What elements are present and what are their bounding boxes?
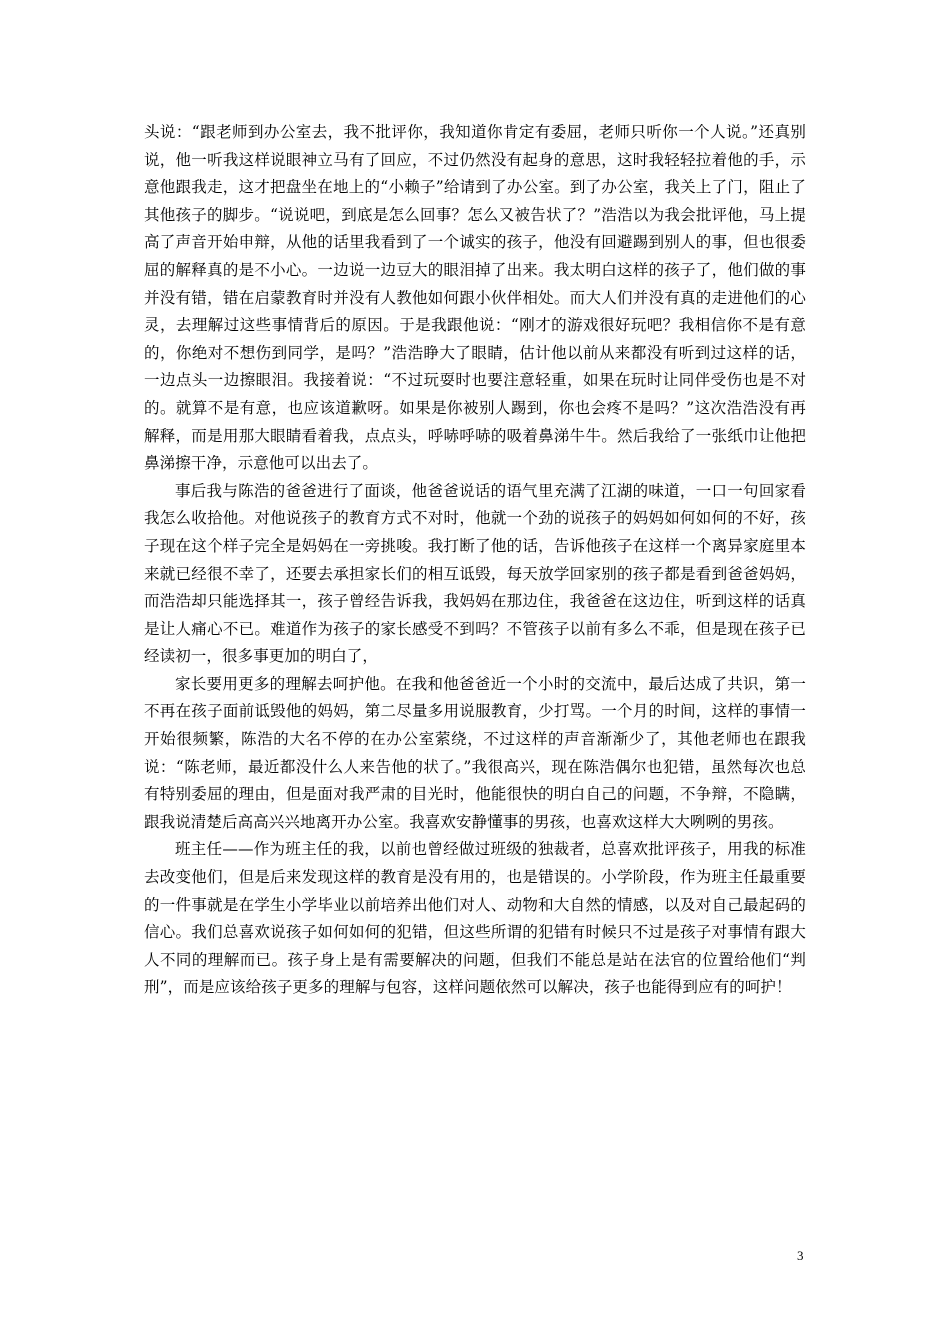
body-text	[144, 119, 806, 1002]
paragraph-continuation: 头说：“跟老师到办公室去，我不批评你，我知道你肯定有委屈，老师只听你一个人说。”还真别说，他一听我这样说眼神立马有了回应，不过仍然没有起身的意思，这时我轻轻拉着他的手，示意他跟我走，这才把盘坐在地上的“小赖子”给请到了办公室。到了办公室，我关上了门，阻止了其他孩子的脚步。“说说吧，到底是怎么回事？怎么又被告状了？”浩浩以为我会批评他，马上提高了声音开始申辩，从他的话里我看到了一个诚实的孩子，他没有回避踢到别人的事，但也很委屈的解释真的是不小心。一边说一边豆大的眼泪掉了出来。我太明白这样的孩子了，他们做的事并没有错，错在启蒙教育时并没有人教他如何跟小伙伴相处。而大人们并没有真的走进他们的心灵，去理解过这些事情背后的原因。于是我跟他说：“刚才的游戏很好玩吧？我相信你不是有意的，你绝对不想伤到同学，是吗？”浩浩睁大了眼睛，估计他以前从来都没有听到过这样的话，一边点头一边擦眼泪。我接着说：“不过玩耍时也要注意轻重，如果在玩时让同伴受伤也是不对的。就算不是有意，也应该道歉呀。如果是你被别人踢到，你也会疼不是吗？”这次浩浩没有再解释，而是用那大眼睛看着我，点点头，呼哧呼哧的吸着鼻涕牛牛。然后我给了一张纸巾让他把鼻涕擦干净，示意他可以出去了。	[144, 123, 806, 473]
page-number: 3	[797, 1248, 804, 1263]
paragraph-father-meeting: 事后我与陈浩的爸爸进行了面谈，他爸爸说话的语气里充满了江湖的味道，一口一句回家看我怎么收拾他。对他说孩子的教育方式不对时，他就一个劲的说孩子的妈妈如何如何的不好，孩子现在这个样子完全是妈妈在一旁挑唆。我打断了他的话，告诉他孩子在这样一个离异家庭里本来就已经很不幸了，还要去承担家长们的相互诋毁，每天放学回家别的孩子都是看到爸爸妈妈，而浩浩却只能选择其一，孩子曾经告诉我，我妈妈在那边住，我爸爸在这边住，听到这样的话真是让人痛心不已。难道作为孩子的家长感受不到吗？不管孩子以前有多么不乖，但是现在孩子已经读初一，很多事更加的明白了，	[144, 481, 806, 666]
paragraph-head-teacher: 班主任——作为班主任的我，以前也曾经做过班级的独裁者，总喜欢批评孩子，用我的标准去改变他们，但是后来发现这样的教育是没有用的，也是错误的。小学阶段，作为班主任最重要的一件事就是在学生小学毕业以前培养出他们对人、动物和大自然的情感，以及对自己最起码的信心。我们总喜欢说孩子如何如何的犯错，但这些所谓的犯错有时候只不过是孩子对事情有跟大人不同的理解而已。孩子身上是有需要解决的问题，但我们不能总是站在法官的位置给他们“判刑”，而是应该给孩子更多的理解与包容，这样问题依然可以解决，孩子也能得到应有的呵护！	[144, 840, 806, 997]
paragraph-parent-understanding: 家长要用更多的理解去呵护他。在我和他爸爸近一个小时的交流中，最后达成了共识，第一不再在孩子面前诋毁他的妈妈，第二尽量多用说服教育，少打骂。一个月的时间，这样的事情一开始很频繁，陈浩的大名不停的在办公室萦绕，不过这样的声音渐渐少了，其他老师也在跟我说：“陈老师，最近都没什么人来告他的状了。”我很高兴，现在陈浩偶尔也犯错，虽然每次也总有特别委屈的理由，但是面对我严肃的目光时，他能很快的明白自己的问题，不争辩，不隐瞒，跟我说清楚后高高兴兴地离开办公室。我喜欢安静懂事的男孩，也喜欢这样大大咧咧的男孩。	[144, 674, 806, 831]
